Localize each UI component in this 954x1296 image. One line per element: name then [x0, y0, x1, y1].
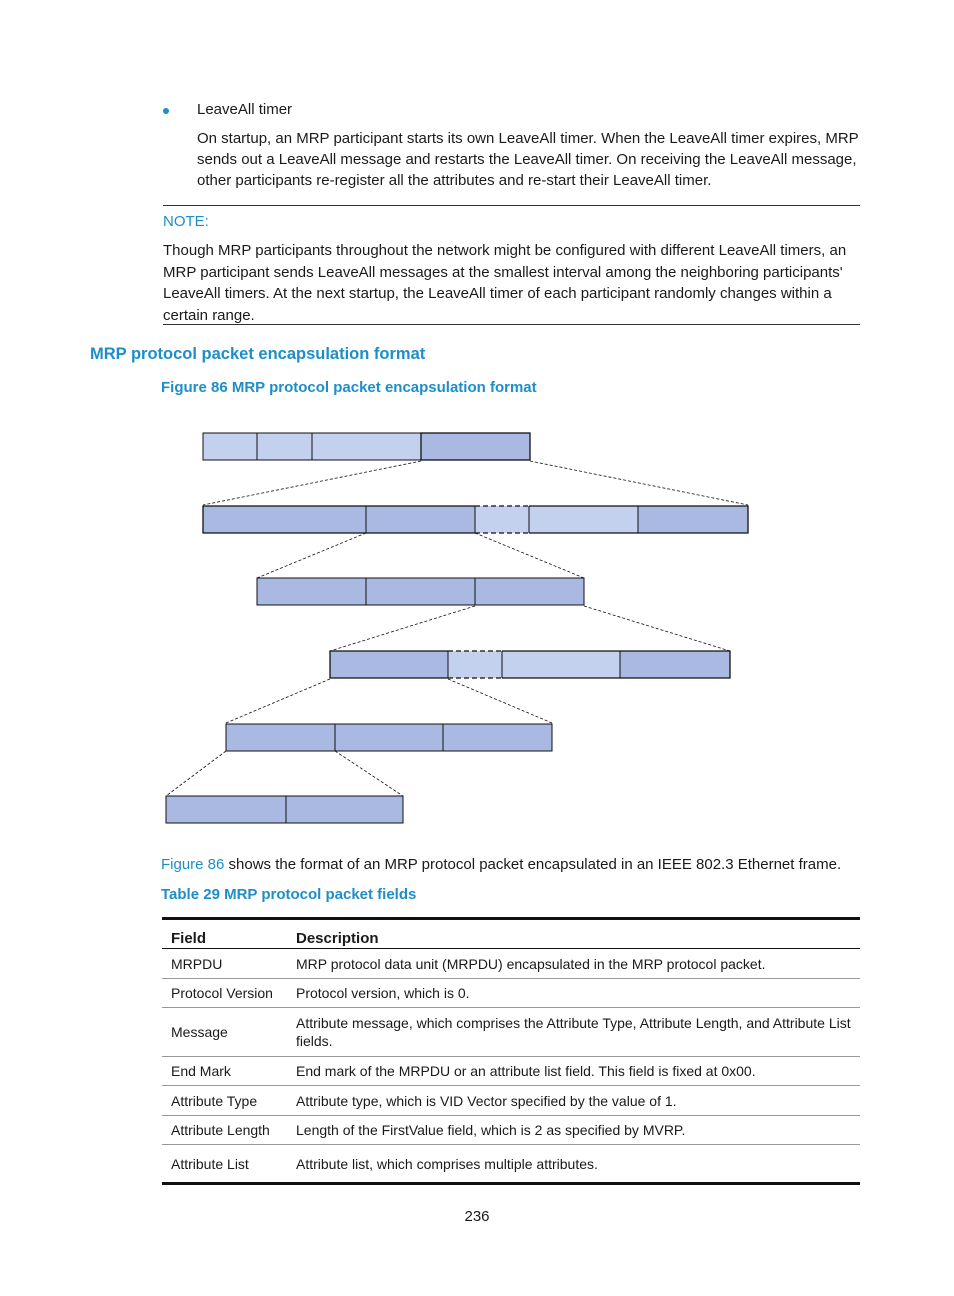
table-caption: Table 29 MRP protocol packet fields	[161, 886, 417, 903]
table-row	[162, 1116, 860, 1145]
note-top-rule	[163, 205, 860, 206]
bullet-paragraph: On startup, an MRP participant starts its own LeaveAll timer. When the LeaveAll timer expires, MRP sends out a LeaveAll message and restarts the LeaveAll timer. On receiving the LeaveAll message, other participants re-register all the attributes and re-start their LeaveAll timer.	[197, 130, 859, 189]
figure-link[interactable]: Figure 86	[161, 856, 225, 873]
field-cell: Attribute Type	[162, 1086, 287, 1116]
table-row	[162, 1086, 860, 1116]
message-row	[257, 578, 584, 605]
description-cell: Length of the FirstValue field, which is 2 as specified by MVRP.	[287, 1116, 860, 1145]
description-cell: Attribute list, which comprises multiple attributes.	[287, 1145, 860, 1184]
attribute-list-row	[330, 651, 730, 678]
fields-table	[162, 917, 860, 1185]
figure-caption: Figure 86 MRP protocol packet encapsulation format	[161, 379, 537, 396]
table-row	[162, 1145, 860, 1184]
description-cell: Attribute type, which is VID Vector specified by the value of 1.	[287, 1086, 860, 1116]
description-cell: Attribute message, which comprises the Attribute Type, Attribute Length, and Attribute List fields.	[287, 1008, 860, 1057]
frame-row	[203, 433, 530, 460]
section-heading: MRP protocol packet encapsulation format	[90, 345, 426, 363]
table-row	[162, 1057, 860, 1086]
field-cell: Attribute Length	[162, 1116, 287, 1145]
figure-reference-text: shows the format of an MRP protocol packet encapsulated in an IEEE 802.3 Ethernet frame.	[224, 856, 842, 873]
table-header-row	[162, 919, 860, 949]
table-row	[162, 1008, 860, 1057]
attribute-row	[226, 724, 552, 751]
note-label: NOTE:	[163, 213, 209, 230]
field-column-header: Field	[171, 930, 207, 947]
figure-reference-paragraph	[161, 856, 841, 873]
field-cell: End Mark	[162, 1057, 287, 1086]
bullet-icon	[163, 108, 169, 114]
field-cell: Message	[162, 1008, 287, 1057]
description-cell: MRP protocol data unit (MRPDU) encapsulated in the MRP protocol packet.	[287, 949, 860, 979]
note-text: Though MRP participants throughout the network might be configured with different LeaveAll timers, an MRP participant sends LeaveAll messages at the smallest interval among the neighboring participants' LeaveAll timers. At the next startup, the LeaveAll timer of each participant randomly changes within a certain range.	[163, 242, 847, 324]
field-cell: Protocol Version	[162, 979, 287, 1008]
mrpdu-row	[203, 506, 748, 533]
bullet-title: LeaveAll timer	[197, 101, 293, 118]
encapsulation-diagram	[160, 425, 760, 830]
description-cell: End mark of the MRPDU or an attribute list field. This field is fixed at 0x00.	[287, 1057, 860, 1086]
note-bottom-rule	[163, 324, 860, 325]
field-cell: MRPDU	[162, 949, 287, 979]
description-column-header: Description	[296, 930, 379, 947]
table-row	[162, 979, 860, 1008]
page-number: 236	[464, 1208, 490, 1225]
field-cell: Attribute List	[162, 1145, 287, 1184]
table-row	[162, 949, 860, 979]
description-cell: Protocol version, which is 0.	[287, 979, 860, 1008]
vector-header-row	[166, 796, 403, 823]
